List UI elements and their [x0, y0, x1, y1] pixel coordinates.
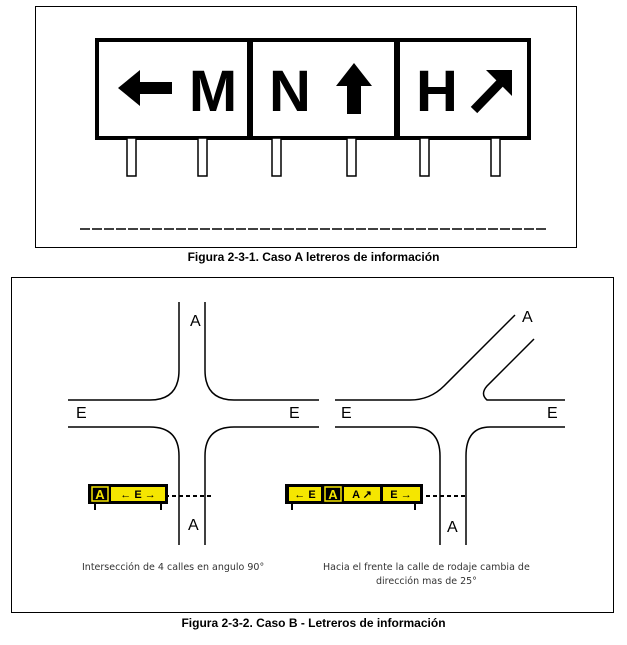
intersection-4-way: [68, 302, 319, 545]
sign-right-seg3: A ↗: [352, 489, 372, 501]
sign-right-seg1: ← E: [294, 489, 316, 501]
sign-letter-m: M: [188, 59, 238, 124]
label-e-left-right: E: [341, 405, 352, 422]
figure-1-caption: Figura 2-3-1. Caso A letreros de información: [187, 250, 440, 264]
sign-right-seg4: E →: [390, 489, 412, 501]
figure-2-caption: Figura 2-3-2. Caso B - Letreros de información: [181, 616, 446, 630]
sign-right-location: A: [328, 487, 338, 502]
label-a-top-left: A: [190, 313, 201, 330]
description-right-line2: dirección mas de 25°: [376, 576, 477, 587]
caso-b-sign-left: [88, 484, 168, 510]
sign-posts: [127, 138, 500, 176]
caso-a-sign: [80, 40, 548, 229]
label-a-bottom-right: A: [447, 519, 458, 536]
description-left: Intersección de 4 calles en angulo 90°: [82, 562, 265, 573]
sign-left-direction: ← E →: [120, 489, 156, 501]
intersection-angled: [335, 315, 565, 545]
sign-letter-h: H: [416, 59, 458, 124]
sign-left-location: A: [95, 487, 105, 502]
label-e-right-left: E: [289, 405, 300, 422]
label-e-right-right: E: [547, 405, 558, 422]
sign-letter-n: N: [269, 59, 311, 124]
caso-b-sign-right: [285, 484, 423, 510]
description-right-line1: Hacia el frente la calle de rodaje cambia de: [323, 562, 530, 573]
label-a-top-right: A: [522, 309, 533, 326]
label-a-bottom-left: A: [188, 517, 199, 534]
label-e-left-left: E: [76, 405, 87, 422]
